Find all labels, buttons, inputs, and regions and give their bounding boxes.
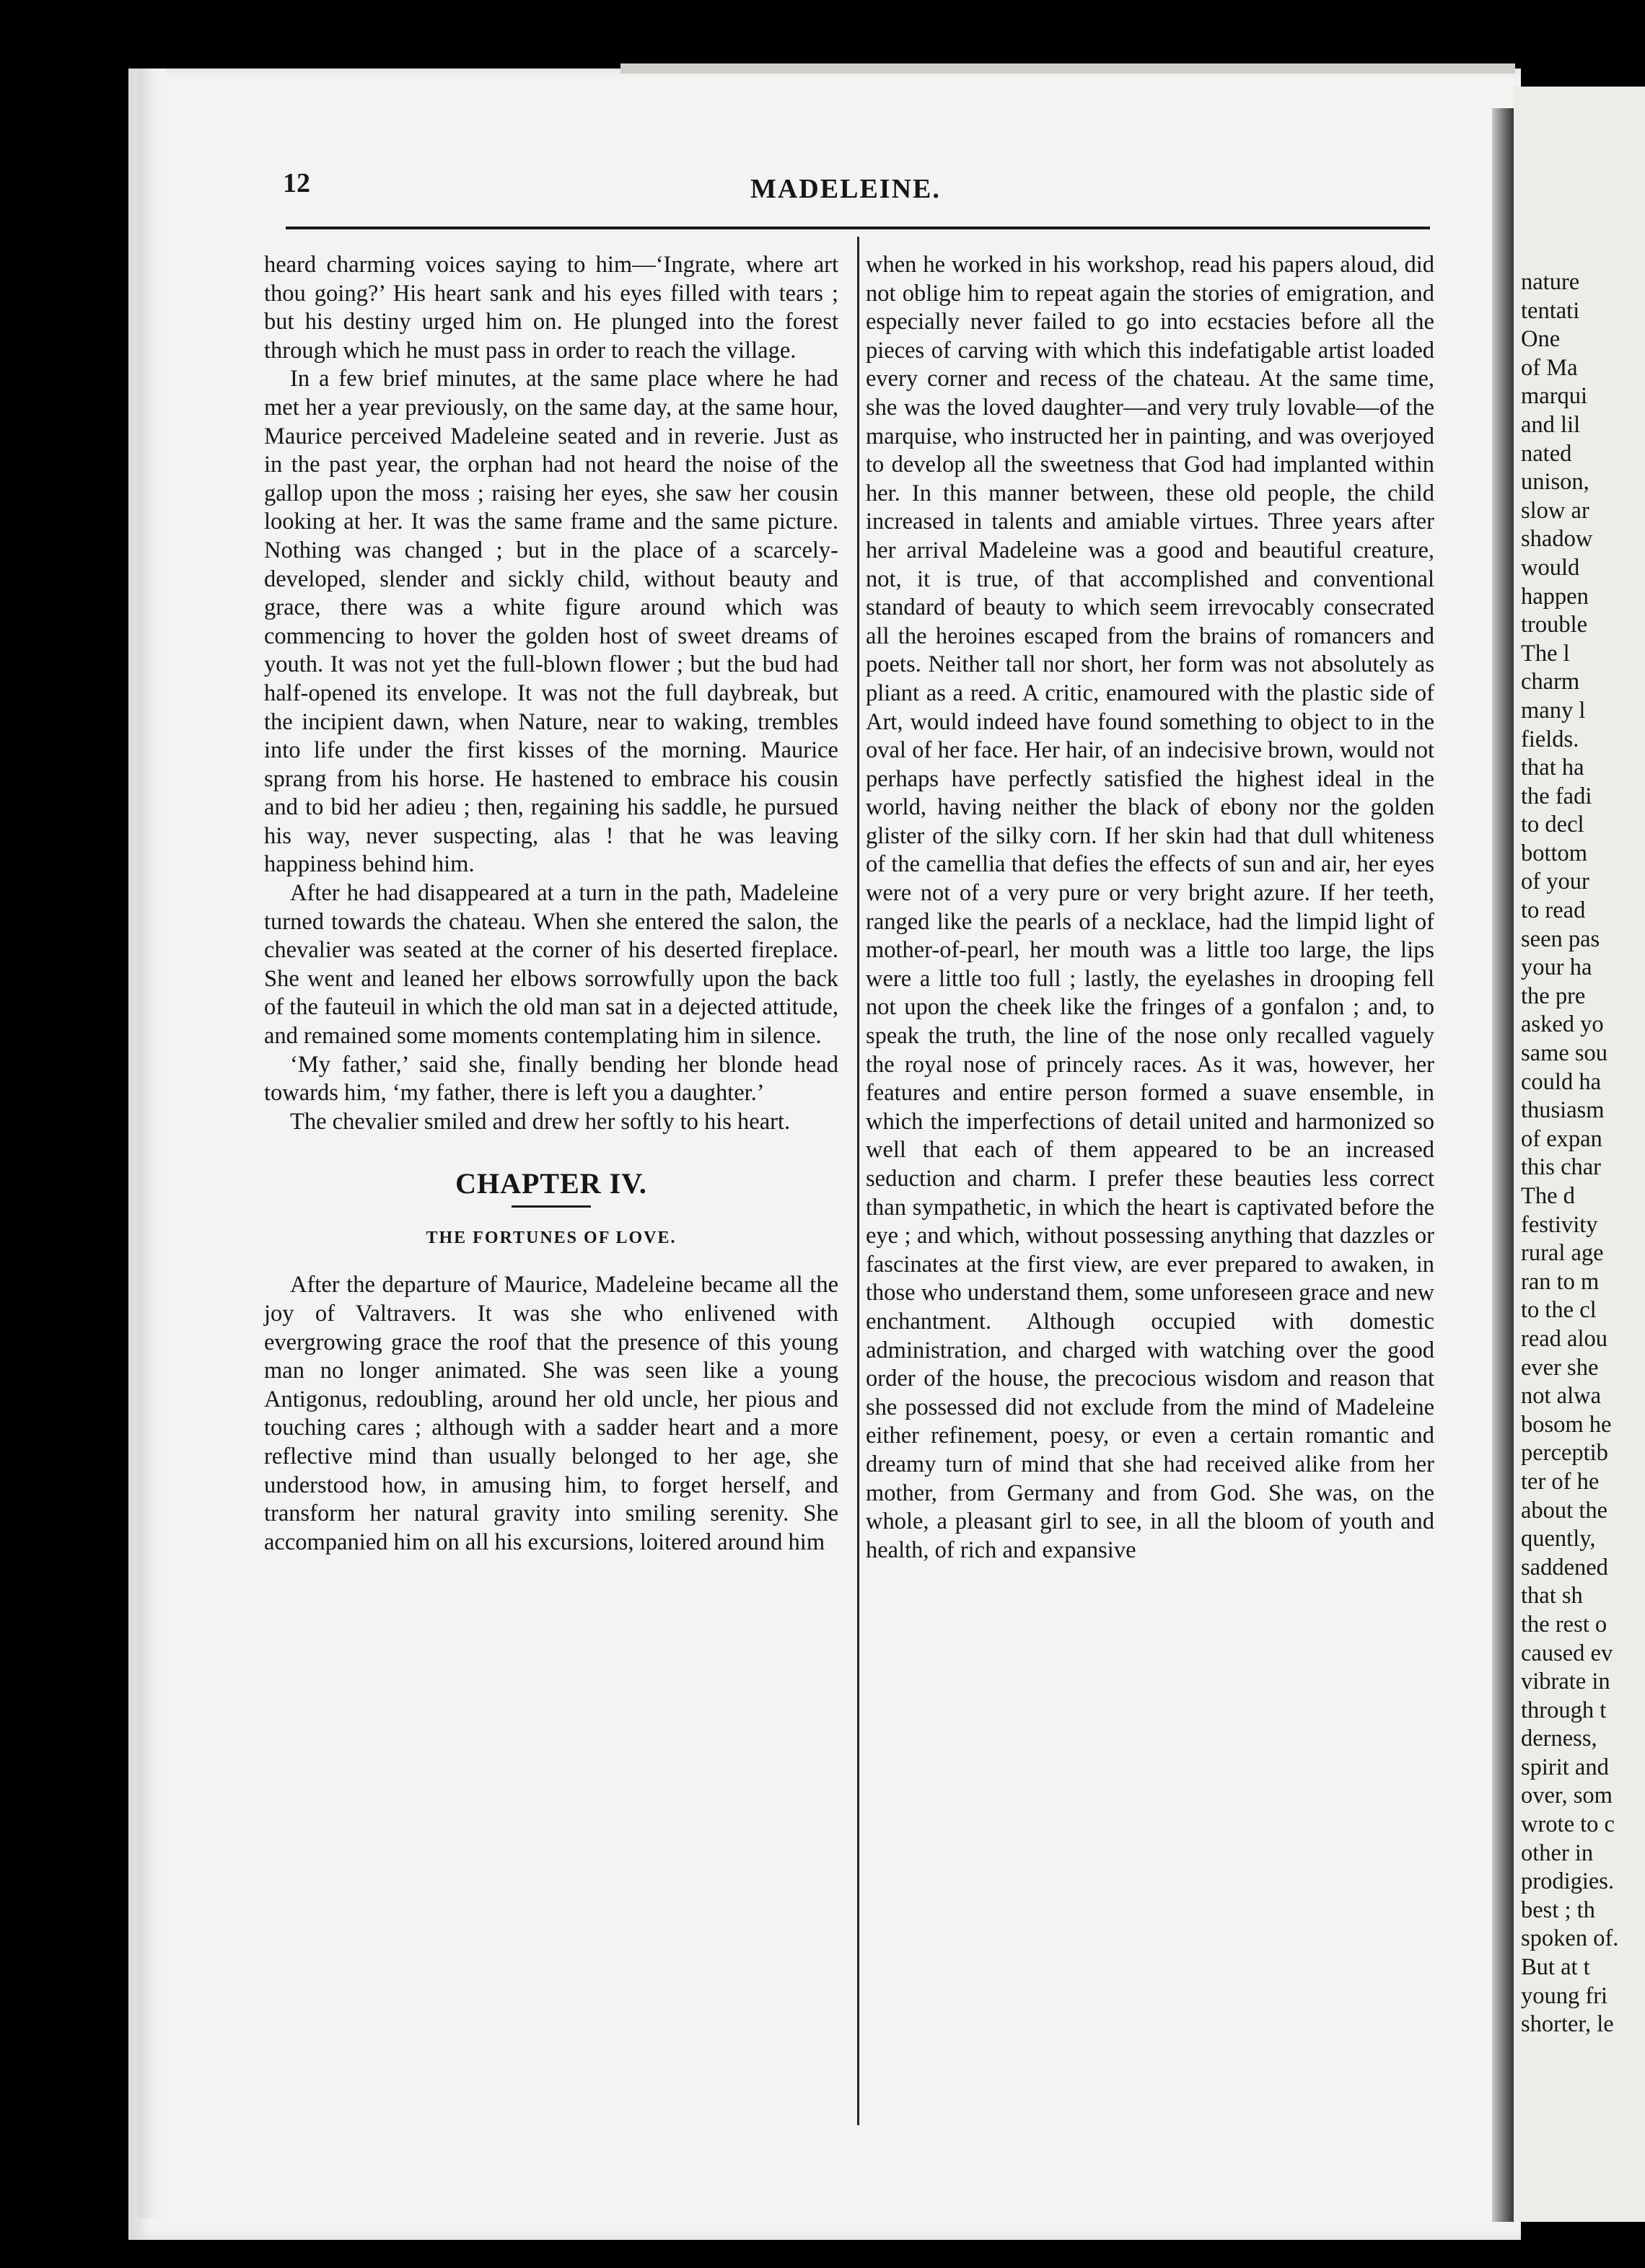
- text-fragment: slow ar: [1521, 497, 1589, 524]
- text-fragment: nated: [1521, 440, 1572, 467]
- text-fragment: would: [1521, 554, 1580, 581]
- text-fragment: quently,: [1521, 1526, 1596, 1552]
- left-column: [264, 251, 838, 1557]
- text-fragment: same sou: [1521, 1040, 1608, 1067]
- running-title: MADELEINE.: [750, 174, 941, 204]
- text-fragment: unison,: [1521, 469, 1589, 496]
- text-fragment: One: [1521, 326, 1561, 353]
- text-fragment: could ha: [1521, 1068, 1602, 1095]
- text-fragment: the fadi: [1521, 783, 1592, 809]
- text-fragment: marqui: [1521, 383, 1588, 410]
- text-fragment: spirit and: [1521, 1754, 1609, 1780]
- book-gutter: [1492, 108, 1515, 2222]
- text-fragment: read alou: [1521, 1325, 1608, 1352]
- text-fragment: rural age: [1521, 1240, 1604, 1267]
- text-fragment: fields.: [1521, 726, 1579, 752]
- text-fragment: about the: [1521, 1497, 1608, 1524]
- text-fragment: spoken of.: [1521, 1925, 1619, 1952]
- text-fragment: this char: [1521, 1154, 1602, 1181]
- chapter-rule: [512, 1205, 591, 1208]
- text-fragment: over, som: [1521, 1783, 1613, 1809]
- text-fragment: trouble: [1521, 612, 1588, 638]
- text-fragment: saddened: [1521, 1554, 1608, 1581]
- text-fragment: caused ev: [1521, 1640, 1613, 1666]
- paragraph: when he worked in his workshop, read his papers aloud, did not oblige him to repeat again the stories of emigration, and especially never failed to go into ecstacies before all the pieces of carving with which this indefatigable artist loaded every corner and recess of the chateau. At the same time, she was the loved daughter—and very truly lovable—of the marquise, who instructed her in painting, and was overjoyed to develop all the sweetness that God had implanted within her. In this manner between, these old people, the child increased in talents and amiable virtues. Three years after her arrival Madeleine was a good and beautiful creature, not, it is true, of that accomplished and conventional standard of beauty to which seem irrevocably consecrated all the heroines escaped from the brains of romancers and poets. Neither tall nor short, her form was not absolutely as pliant as a reed. A critic, enamoured with the plastic side of Art, would indeed have found something to object to in the oval of her face. Her hair, of an indecisive brown, would not perhaps have perfectly satisfied the highest ideal in the world, having neither the black of ebony nor the golden glister of the silky corn. If her skin had that dull whiteness of the camellia that defies the effects of sun and air, her eyes were not of a very pure or very bright azure. If her teeth, ranged like the pearls of a necklace, had the limpid light of mother-of-pearl, her mouth was a little too large, the lips were a little too full ; lastly, the eyelashes in drooping fell not upon the cheek like the fringes of a gonfalon ; and, to speak the truth, the line of the nose only recalled vaguely the royal nose of princely races. As it was, however, her features and entire person formed a suave ensemble, in which the imperfections of detail united and harmonized so well that each of them appeared to be an increased seduction and charm. I prefer these beauties less correct than sympathetic, in which the heart is captivated before the eye ; and which, without possessing anything that dazzles or fascinates at the first view, are ever prepared to awaken, in those who understand them, some unforeseen grace and new enchantment. Although occupied with domestic administration, and charged with watching over the good order of the house, the precocious wisdom and reason that she possessed did not exclude from the mind of Madeleine either refinement, poesy, or even a certain romantic and dreamy turn of mind that she had received alike from her mother, from Germany and from God. She was, on the whole, a pleasant girl to see, in all the bloom of youth and health, of rich and expansive: [866, 252, 1434, 1563]
- column-divider: [857, 237, 859, 2125]
- text-fragment: ever she: [1521, 1354, 1599, 1381]
- chapter-subtitle: THE FORTUNES OF LOVE.: [426, 1228, 677, 1248]
- text-fragment: festivity: [1521, 1211, 1598, 1238]
- text-fragment: asked yo: [1521, 1011, 1604, 1038]
- text-fragment: ran to m: [1521, 1268, 1600, 1295]
- text-fragment: seen pas: [1521, 926, 1600, 952]
- text-fragment: many l: [1521, 697, 1586, 724]
- text-fragment: tentati: [1521, 297, 1580, 324]
- text-fragment: The l: [1521, 640, 1570, 667]
- paragraph: After the departure of Maurice, Madeleine became all the joy of Valtravers. It was she who enlivened with evergrowing grace the roof that the presence of this young man no longer animated. She was seen like a young Antigonus, redoubling, around her old uncle, her pious and touching cares ; although with a sadder heart and a more reflective mind than usually belonged to her age, she understood how, in amusing him, to forget herself, and transform her natural gravity into smiling serenity. She accompanied him on all his excursions, loitered around him: [264, 1272, 838, 1555]
- text-fragment: thusiasm: [1521, 1097, 1605, 1124]
- text-fragment: vibrate in: [1521, 1669, 1610, 1695]
- page-edge-shadow: [139, 69, 166, 2218]
- page-top-edge: [620, 63, 1515, 74]
- header-rule: [286, 227, 1430, 229]
- text-fragment: perceptib: [1521, 1440, 1608, 1467]
- text-fragment: shadow: [1521, 526, 1593, 553]
- right-column-fragments: [1521, 268, 1618, 2039]
- text-fragment: not alwa: [1521, 1383, 1602, 1410]
- text-fragment: ter of he: [1521, 1468, 1600, 1495]
- paragraph: After he had disappeared at a turn in the path, Madeleine turned towards the chateau. When she entered the salon, the chevalier was seated at the corner of his deserted fireplace. She went and leaned her elbows sorrowfully upon the back of the fauteuil in which the old man sat in a dejected attitude, and remained some moments contemplating him in silence.: [264, 880, 838, 1050]
- middle-column: [866, 251, 1434, 1565]
- text-fragment: young fri: [1521, 1982, 1608, 2009]
- text-fragment: the pre: [1521, 983, 1586, 1009]
- page-number: 12: [283, 168, 310, 198]
- text-fragment: But at t: [1521, 1954, 1590, 1981]
- paragraph: In a few brief minutes, at the same place where he had met her a year previously, on the same day, at the same hour, Maurice perceived Madeleine seated and in reverie. Just as in the past year, the orphan had not heard the noise of the gallop upon the moss ; raising her eyes, she saw her cousin looking at her. It was the same frame and the same picture. Nothing was changed ; but in the place of a scarcely-developed, slender and sickly child, without beauty and grace, there was a white figure around which was commencing to hover the golden host of sweet dreams of youth. It was not yet the full-blown flower ; but the bud had half-opened its envelope. It was not the full daybreak, but the incipient dawn, when Nature, near to waking, trembles into life under the first kisses of the morning. Maurice sprang from his horse. He hastened to embrace his cousin and to bid her adieu ; then, regaining his saddle, he pursued his way, never suspecting, alas ! that he was leaving happiness behind him.: [264, 366, 838, 878]
- text-fragment: that sh: [1521, 1583, 1583, 1609]
- text-fragment: your ha: [1521, 954, 1592, 981]
- paragraph: ‘My father,’ said she, finally bending her blonde head towards him, ‘my father, there is left you a daughter.’: [264, 1051, 838, 1107]
- text-fragment: that ha: [1521, 755, 1584, 781]
- text-fragment: happen: [1521, 583, 1589, 610]
- text-fragment: shorter, le: [1521, 2011, 1614, 2038]
- paragraph: The chevalier smiled and drew her softly to his heart.: [290, 1108, 791, 1135]
- text-fragment: best ; th: [1521, 1896, 1595, 1923]
- text-fragment: prodigies.: [1521, 1868, 1615, 1895]
- text-fragment: of Ma: [1521, 354, 1578, 381]
- text-fragment: to decl: [1521, 812, 1584, 838]
- text-fragment: nature: [1521, 269, 1580, 295]
- text-fragment: bosom he: [1521, 1411, 1612, 1438]
- text-fragment: of your: [1521, 869, 1589, 895]
- text-fragment: the rest o: [1521, 1611, 1607, 1638]
- text-fragment: to read: [1521, 897, 1586, 924]
- text-fragment: to the cl: [1521, 1297, 1597, 1324]
- paragraph: heard charming voices saying to him—‘Ingrate, where art thou going?’ His heart sank and his eyes filled with tears ; but his destiny urged him on. He plunged into the forest through which he must pass in order to reach the village.: [264, 252, 838, 364]
- text-fragment: bottom: [1521, 840, 1588, 866]
- text-fragment: through t: [1521, 1697, 1607, 1723]
- text-fragment: and lil: [1521, 411, 1581, 438]
- text-fragment: derness,: [1521, 1726, 1597, 1752]
- text-fragment: wrote to c: [1521, 1811, 1615, 1838]
- text-fragment: charm: [1521, 669, 1580, 695]
- text-fragment: of expan: [1521, 1125, 1602, 1152]
- text-fragment: The d: [1521, 1183, 1575, 1209]
- facing-page: [1514, 87, 1645, 2222]
- text-fragment: other in: [1521, 1840, 1594, 1866]
- chapter-title: CHAPTER IV.: [455, 1167, 647, 1200]
